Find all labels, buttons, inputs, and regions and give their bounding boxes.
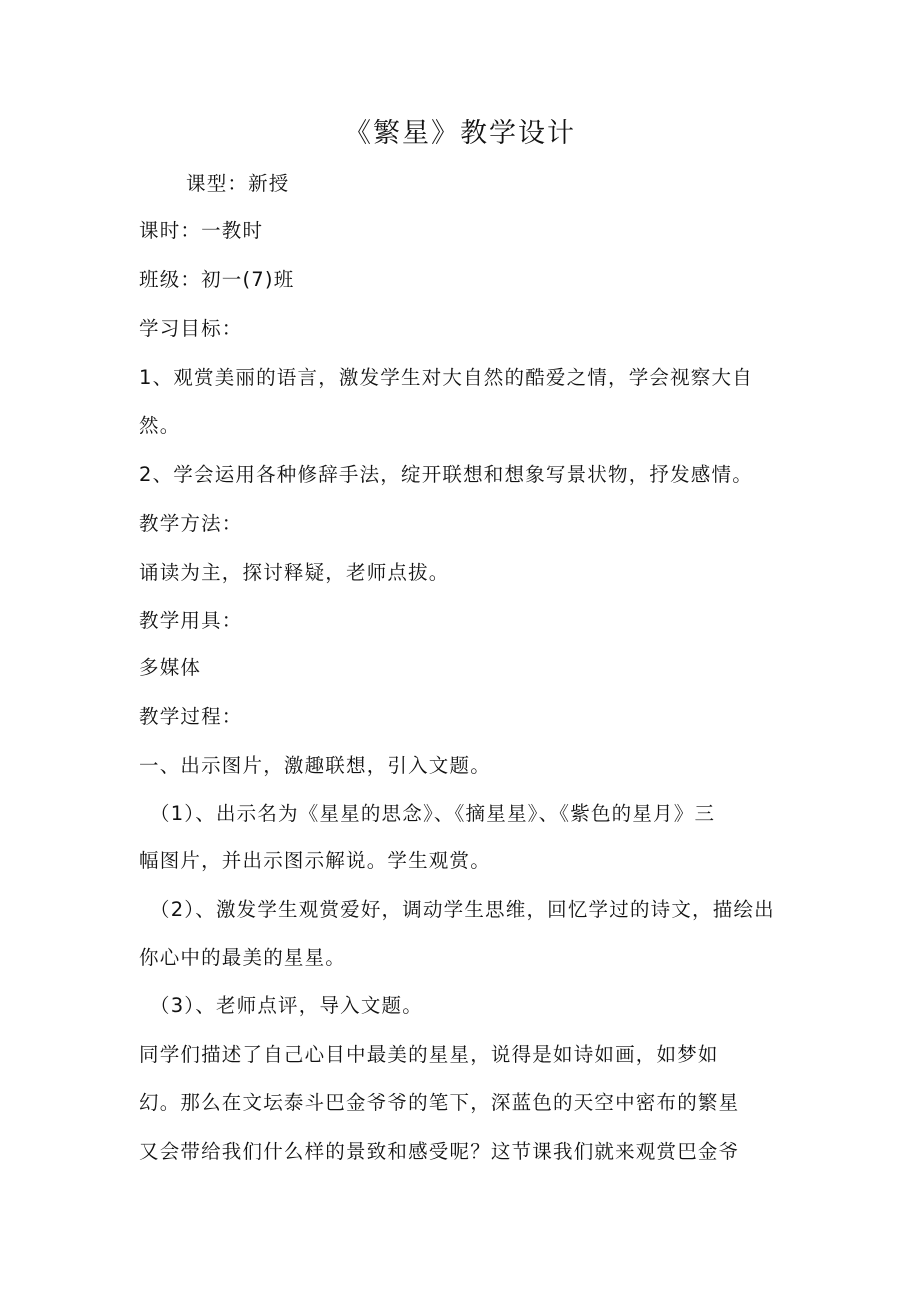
objective-1-line-1: 1、观赏美丽的语言，激发学生对大自然的酷爱之情，学会视察大自 [139, 366, 753, 389]
step-1-item-2-line-1: （2）、激发学生观赏爱好，调动学生思维，回忆学过的诗文，描绘出 [150, 898, 775, 921]
tools-text: 多媒体 [139, 656, 202, 679]
lesson-type: 课型：新授 [186, 172, 290, 195]
objective-2: 2、学会运用各种修辞手法，绽开联想和想象写景状物，抒发感情。 [139, 463, 753, 486]
section-heading-objectives: 学习目标： [139, 317, 243, 340]
step-1-item-3: （3）、老师点评，导入文题。 [150, 994, 423, 1017]
section-heading-tools: 教学用具： [139, 609, 243, 632]
step-1-item-1-line-1: （1）、出示名为《星星的思念》、《摘星星》、《紫色的星月》三 [150, 802, 716, 825]
step-1-item-2-line-2: 你心中的最美的星星。 [139, 946, 347, 969]
step-1-item-1-line-2: 幅图片，并出示图示解说。学生观赏。 [139, 849, 491, 872]
section-heading-methods: 教学方法： [139, 512, 243, 535]
objective-1-line-2: 然。 [139, 414, 181, 437]
process-step-1: 一、出示图片，激趣联想，引入文题。 [139, 754, 491, 777]
document-title: 《繁星》教学设计 [344, 118, 576, 149]
paragraph-line-3: 又会带给我们什么样的景致和感受呢？这节课我们就来观赏巴金爷 [139, 1140, 740, 1163]
methods-text: 诵读为主，探讨释疑，老师点拔。 [139, 561, 450, 584]
lesson-period: 课时：一教时 [139, 219, 264, 242]
paragraph-line-2: 幻。那么在文坛泰斗巴金爷爷的笔下，深蓝色的天空中密布的繁星 [139, 1091, 740, 1114]
class-info: 班级：初一(7)班 [139, 268, 295, 291]
section-heading-process: 教学过程： [139, 705, 243, 728]
paragraph-line-1: 同学们描述了自己心目中最美的星星，说得是如诗如画，如梦如 [139, 1043, 719, 1066]
